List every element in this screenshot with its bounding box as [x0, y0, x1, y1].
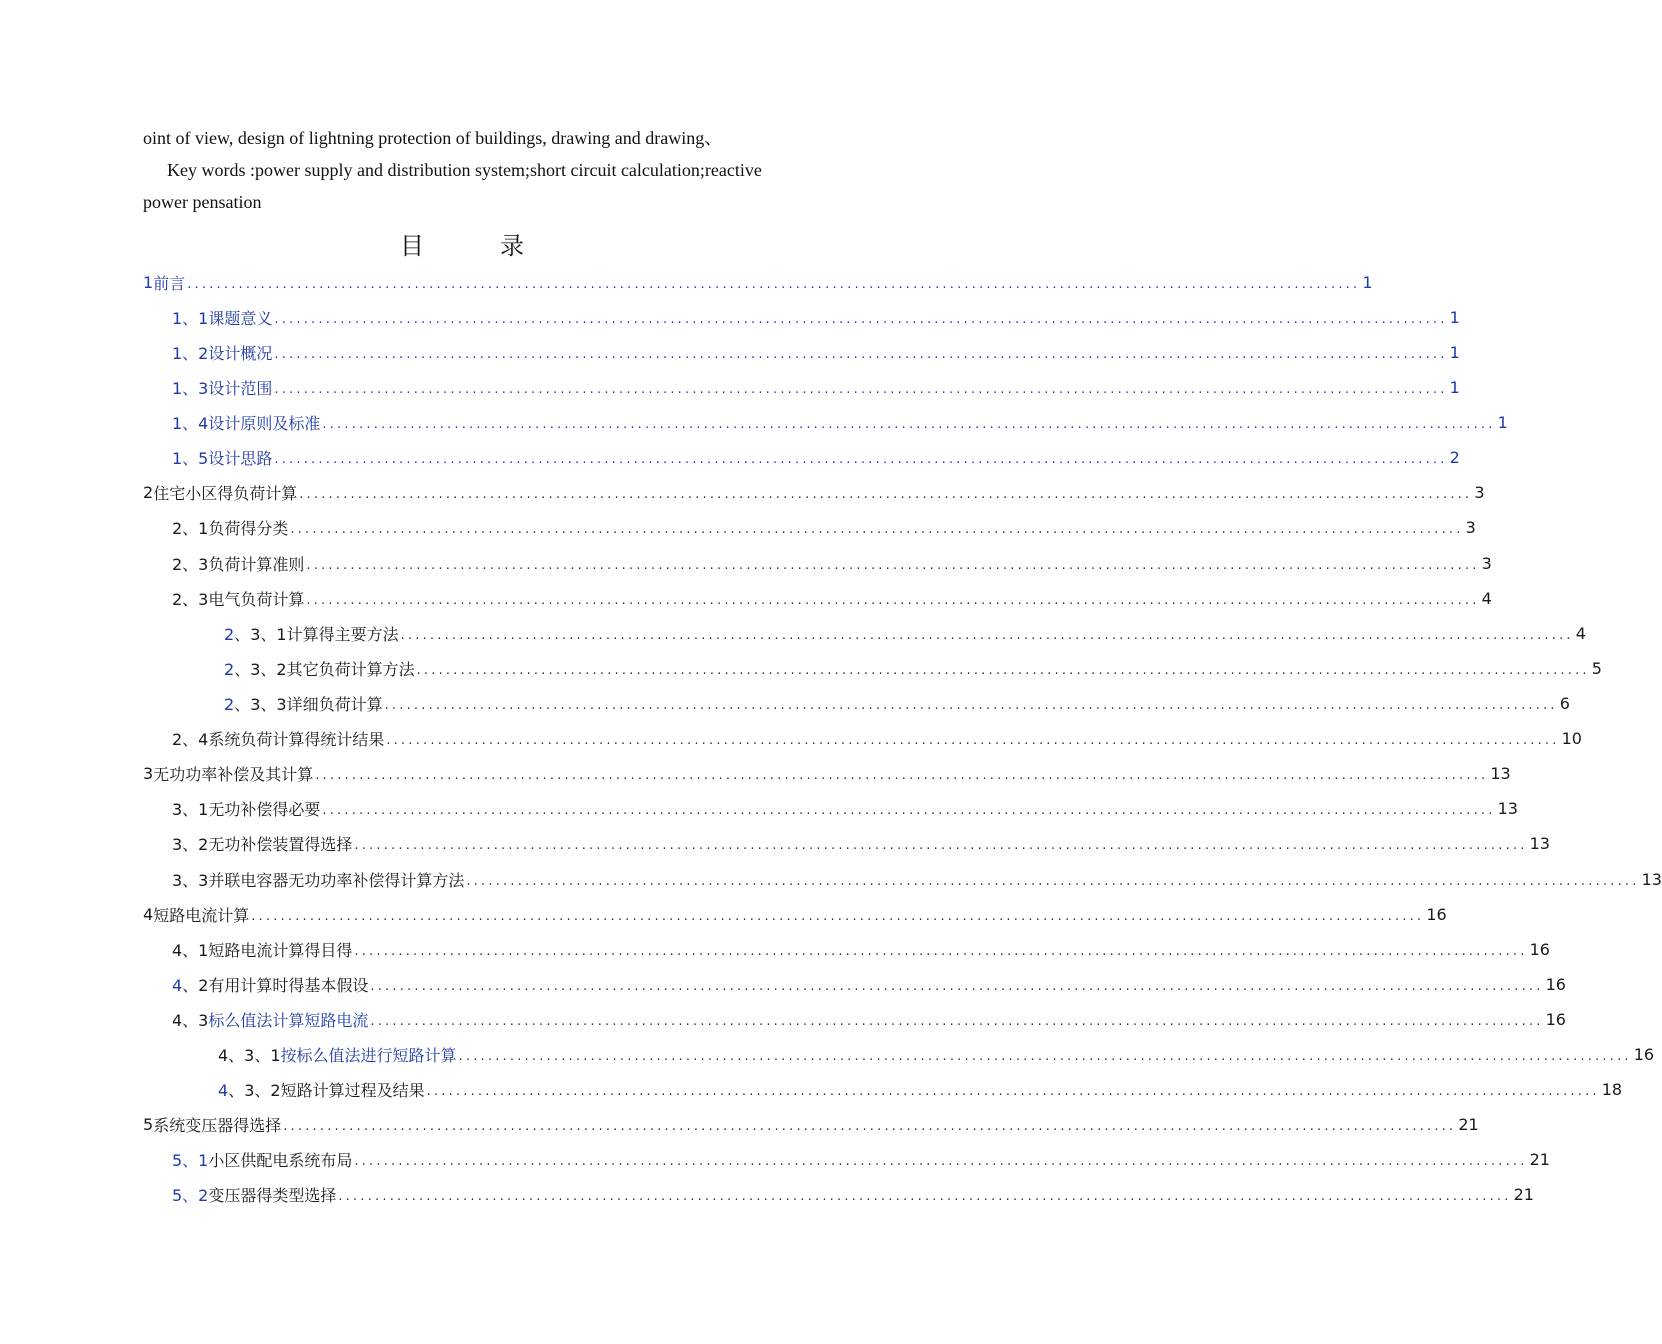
toc-entry-title: 无功补偿装置得选择 [208, 834, 353, 854]
toc-entry-number: 4、3、2 [218, 1080, 281, 1100]
toc-page-number: 13 [1497, 798, 1518, 818]
toc-entry-number: 3、1 [172, 799, 209, 819]
toc-entry-number: 2、3、3 [224, 694, 287, 714]
abstract-line-1: oint of view, design of lightning protection of buildings, drawing and drawing、 [143, 128, 723, 148]
toc-page-number: 13 [1529, 833, 1550, 853]
toc-entry[interactable] [172, 410, 1508, 434]
toc-entry-number: 2 [143, 482, 154, 502]
toc-entry-title: 设计原则及标准 [208, 413, 321, 433]
toc-entry-title: 有用计算时得基本假设 [208, 975, 369, 995]
toc-page-number: 1 [1449, 342, 1460, 362]
toc-leader-dots: ................................................................................................................................................................ [416, 663, 1590, 678]
toc-entry[interactable] [172, 1182, 1534, 1206]
toc-entry[interactable] [172, 796, 1518, 820]
toc-entry-number: 4、3 [172, 1010, 209, 1030]
toc-entry-title: 短路电流计算 [153, 905, 250, 925]
toc-page-number: 21 [1458, 1114, 1479, 1134]
toc-entry-number: 1、5 [172, 448, 209, 468]
toc-leader-dots: ................................................................................................................................................................ [322, 803, 1496, 818]
toc-entry-number: 4、2 [172, 975, 209, 995]
toc-page-number: 4 [1481, 588, 1492, 608]
toc-entry-title: 系统负荷计算得统计结果 [208, 729, 385, 749]
toc-entry-title: 变压器得类型选择 [208, 1185, 337, 1205]
toc-leader-dots: ................................................................................................................................................................ [338, 1189, 1512, 1204]
toc-leader-dots: ................................................................................................................................................................ [354, 1154, 1528, 1169]
toc-entry[interactable] [172, 1147, 1550, 1171]
toc-leader-dots: ................................................................................................................................................................ [315, 768, 1489, 783]
toc-title: 目 录 [400, 232, 550, 260]
toc-page-number: 2 [1449, 447, 1460, 467]
toc-entry-title: 住宅小区得负荷计算 [153, 483, 298, 503]
toc-leader-dots: ................................................................................................................................................................ [299, 487, 1473, 502]
toc-leader-dots: ................................................................................................................................................................ [274, 382, 1448, 397]
toc-entry-number: 2、3、2 [224, 659, 287, 679]
toc-entry-title: 设计思路 [208, 448, 273, 468]
toc-page-number: 1 [1362, 272, 1373, 292]
toc-entry[interactable] [143, 761, 1511, 785]
toc-entry[interactable] [172, 305, 1460, 329]
toc-entry-number: 1、2 [172, 343, 209, 363]
toc-entry-number: 3 [143, 763, 154, 783]
toc-page-number: 6 [1559, 693, 1570, 713]
toc-page-number: 13 [1490, 763, 1511, 783]
toc-entry[interactable] [224, 656, 1602, 680]
toc-page-number: 21 [1513, 1184, 1534, 1204]
toc-leader-dots: ................................................................................................................................................................ [354, 838, 1528, 853]
toc-leader-dots: ................................................................................................................................................................ [274, 452, 1448, 467]
toc-entry[interactable] [218, 1077, 1623, 1101]
toc-entry-title: 无功功率补偿及其计算 [153, 764, 314, 784]
toc-entry[interactable] [172, 831, 1550, 855]
toc-page-number: 3 [1474, 482, 1485, 502]
toc-entry-title: 负荷计算准则 [208, 554, 305, 574]
toc-entry[interactable] [218, 1042, 1655, 1066]
toc-entry[interactable] [172, 445, 1460, 469]
toc-leader-dots: ................................................................................................................................................................ [274, 347, 1448, 362]
toc-entry-title: 设计概况 [208, 343, 273, 363]
toc-entry-title: 并联电容器无功功率补偿得计算方法 [208, 870, 465, 890]
toc-entry-title: 小区供配电系统布局 [208, 1150, 353, 1170]
toc-entry-number: 4、3、1 [218, 1045, 281, 1065]
toc-page-number: 1 [1497, 412, 1508, 432]
toc-entry-title: 按标么值法进行短路计算 [280, 1045, 457, 1065]
toc-entry-number: 4、1 [172, 940, 209, 960]
toc-page-number: 16 [1633, 1044, 1655, 1064]
toc-entry[interactable] [172, 1007, 1566, 1031]
toc-page-number: 1 [1449, 377, 1460, 397]
toc-page-number: 3 [1481, 553, 1492, 573]
toc-leader-dots: ................................................................................................................................................................ [322, 417, 1496, 432]
toc-entry[interactable] [143, 1112, 1479, 1136]
toc-entry-number: 2、3 [172, 589, 209, 609]
toc-entry-number: 4 [143, 904, 154, 924]
toc-leader-dots: ................................................................................................................................................................ [187, 277, 1361, 292]
toc-page-number: 13 [1641, 869, 1662, 889]
toc-entry[interactable] [172, 867, 1662, 891]
keywords-paragraph: Key words :power supply and distribution system;short circuit calculation;reactive power pensation [143, 160, 762, 212]
toc-leader-dots: ................................................................................................................................................................ [384, 698, 1558, 713]
toc-entry[interactable] [143, 270, 1373, 294]
toc-entry-number: 2、4 [172, 729, 209, 749]
toc-leader-dots: ................................................................................................................................................................ [386, 733, 1560, 748]
toc-entry[interactable] [143, 480, 1485, 504]
toc-leader-dots: ................................................................................................................................................................ [306, 593, 1480, 608]
toc-entry[interactable] [143, 902, 1447, 926]
toc-page-number: 5 [1591, 658, 1602, 678]
toc-entry-number: 1、4 [172, 413, 209, 433]
toc-leader-dots: ................................................................................................................................................................ [283, 1119, 1457, 1134]
toc-entry-title: 无功补偿得必要 [208, 799, 321, 819]
toc-entry-number: 5 [143, 1114, 154, 1134]
toc-entry-title: 前言 [153, 273, 186, 293]
toc-leader-dots: ................................................................................................................................................................ [400, 628, 1574, 643]
toc-entry-number: 2、1 [172, 518, 209, 538]
toc-leader-dots: ................................................................................................................................................................ [290, 522, 1464, 537]
toc-entry-number: 5、2 [172, 1185, 209, 1205]
toc-entry-title: 其它负荷计算方法 [286, 659, 415, 679]
toc-entry-number: 2、3 [172, 554, 209, 574]
toc-leader-dots: ................................................................................................................................................................ [354, 944, 1528, 959]
toc-page-number: 16 [1529, 939, 1550, 959]
toc-entry-title: 系统变压器得选择 [153, 1115, 282, 1135]
toc-entry[interactable] [172, 726, 1582, 750]
toc-entry-number: 5、1 [172, 1150, 209, 1170]
toc-entry[interactable] [172, 340, 1460, 364]
toc-page-number: 16 [1545, 1009, 1566, 1029]
toc-entry-title: 设计范围 [208, 378, 273, 398]
toc-entry[interactable] [172, 515, 1476, 539]
toc-entry[interactable] [224, 691, 1570, 715]
toc-page-number: 16 [1545, 974, 1566, 994]
toc-leader-dots: ................................................................................................................................................................ [458, 1049, 1632, 1064]
toc-leader-dots: ................................................................................................................................................................ [466, 874, 1640, 889]
toc-entry[interactable] [172, 375, 1460, 399]
toc-entry-title: 详细负荷计算 [286, 694, 383, 714]
toc-entry-number: 3、3 [172, 870, 209, 890]
toc-entry[interactable] [172, 972, 1566, 996]
toc-page-number: 16 [1426, 904, 1447, 924]
toc-entry-title: 计算得主要方法 [286, 624, 399, 644]
toc-entry-number: 3、2 [172, 834, 209, 854]
toc-entry[interactable] [172, 586, 1492, 610]
toc-entry-title: 标么值法计算短路电流 [208, 1010, 369, 1030]
toc-page-number: 10 [1561, 728, 1582, 748]
toc-entry-title: 短路电流计算得目得 [208, 940, 353, 960]
toc-entry[interactable] [172, 551, 1492, 575]
toc-leader-dots: ................................................................................................................................................................ [426, 1084, 1600, 1099]
toc-leader-dots: ................................................................................................................................................................ [306, 558, 1480, 573]
toc-leader-dots: ................................................................................................................................................................ [370, 1014, 1544, 1029]
toc-page-number: 21 [1529, 1149, 1550, 1169]
toc-entry-number: 2、3、1 [224, 624, 287, 644]
toc-entry[interactable] [172, 937, 1550, 961]
toc-entry-number: 1 [143, 272, 154, 292]
toc-page-number: 4 [1575, 623, 1586, 643]
toc-entry[interactable] [224, 621, 1586, 645]
toc-entry-title: 负荷得分类 [208, 518, 289, 538]
toc-entry-number: 1、1 [172, 308, 209, 328]
toc-leader-dots: ................................................................................................................................................................ [274, 312, 1448, 327]
toc-entry-title: 电气负荷计算 [208, 589, 305, 609]
toc-entry-number: 1、3 [172, 378, 209, 398]
toc-leader-dots: ................................................................................................................................................................ [370, 979, 1544, 994]
toc-leader-dots: ................................................................................................................................................................ [251, 909, 1425, 924]
toc-page-number: 3 [1465, 517, 1476, 537]
toc-entry-title: 短路计算过程及结果 [280, 1080, 425, 1100]
toc-entry-title: 课题意义 [208, 308, 273, 328]
toc-page-number: 18 [1601, 1079, 1623, 1099]
toc-page-number: 1 [1449, 307, 1460, 327]
